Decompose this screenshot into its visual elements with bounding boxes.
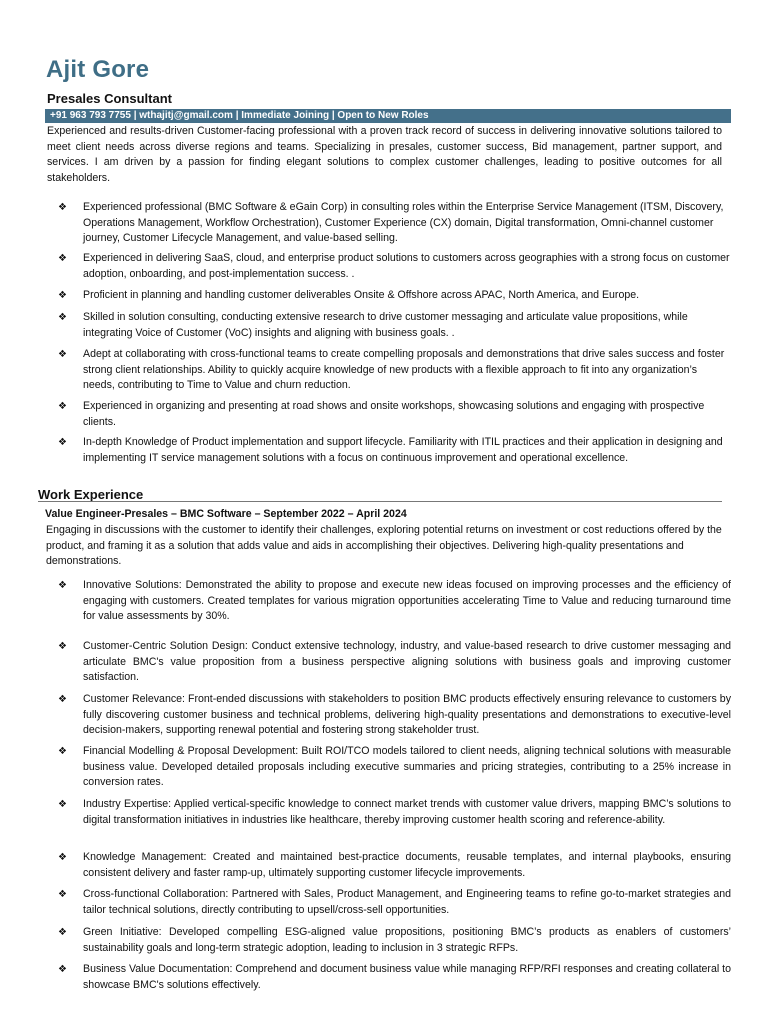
- diamond-bullet-icon: ❖: [58, 202, 67, 213]
- diamond-bullet-icon: ❖: [58, 290, 67, 301]
- section-divider: [38, 501, 722, 502]
- diamond-bullet-icon: ❖: [58, 349, 67, 360]
- highlight-text: In-depth Knowledge of Product implementation and support lifecycle. Familiarity with ITIL practices and their application in designing and implementing IT service management solutions with a focus on continuous improvement and operational excellence.: [83, 436, 723, 464]
- diamond-bullet-icon: ❖: [58, 927, 67, 938]
- achievement-text: Customer-Centric Solution Design: Conduct extensive technology, industry, and value-based research to drive customer messaging and articulate BMC's value proposition from a business perspective aligning solutions with business goals and improving customer satisfaction.: [83, 640, 731, 683]
- diamond-bullet-icon: ❖: [58, 312, 67, 323]
- achievement-text: Innovative Solutions: Demonstrated the ability to propose and execute new ideas focused on improving processes and the efficiency of engaging with customers. Created templates for various migration opportunities accelerating Time to Value and reducing turnaround time for value assessments by 30%.: [83, 579, 731, 622]
- job-title: Value Engineer-Presales – BMC Software – September 2022 – April 2024: [45, 508, 407, 520]
- diamond-bullet-icon: ❖: [58, 401, 67, 412]
- highlight-text: Experienced in delivering SaaS, cloud, and enterprise product solutions to customers across geographies with a strong focus on customer adoption, onboarding, and post-implementation success. .: [83, 252, 730, 280]
- diamond-bullet-icon: ❖: [58, 889, 67, 900]
- diamond-bullet-icon: ❖: [58, 437, 67, 448]
- work-experience-heading: Work Experience: [38, 487, 144, 502]
- achievement-text: Business Value Documentation: Comprehend and document business value while managing RFP/RFI responses and creating collateral to showcase BMC's solutions effectively.: [83, 963, 731, 991]
- candidate-name: Ajit Gore: [46, 56, 150, 83]
- achievement-text: Industry Expertise: Applied vertical-specific knowledge to connect market trends with customer value drivers, mapping BMC’s solutions to digital transformation initiatives in industries like healthcare, thereby improving customer health scoring and reference-ability.: [83, 798, 731, 826]
- diamond-bullet-icon: ❖: [58, 580, 67, 591]
- highlight-text: Adept at collaborating with cross-functional teams to create compelling proposals and demonstrations that drive sales success and foster strong client relationships. Ability to quickly acquire knowledge of new products with a flexible approach to fit into any organization’s needs, contributing to Time to Value and churn reduction.: [83, 348, 725, 391]
- achievement-text: Knowledge Management: Created and maintained best-practice documents, reusable templates, and internal playbooks, ensuring consistent delivery and faster ramp-up, ultimately supporting customer lifecycle improvements.: [83, 851, 731, 879]
- job-description: Engaging in discussions with the customer to identify their challenges, exploring potential returns on investment or cost reductions offered by the product, and framing it as a solution that adds value and aids in accomplishing their objectives. Delivering high-quality presentations and demonstrations.: [46, 524, 722, 567]
- achievement-text: Financial Modelling & Proposal Development: Built ROI/TCO models tailored to client needs, aligning technical solutions with measurable business value. Developed detailed proposals including executive summaries and pricing strategies, contributing to a 25% increase in conversion rates.: [83, 745, 731, 788]
- achievement-text: Green Initiative: Developed compelling ESG-aligned value propositions, positioning BMC’s products as enablers of customers’ sustainability goals and long-term strategic adoption, leading to inclusion in 3 strategic RFPs.: [83, 926, 731, 954]
- diamond-bullet-icon: ❖: [58, 253, 67, 264]
- profile-summary: Experienced and results-driven Customer-facing professional with a proven track record of success in delivering innovative solutions tailored to meet client needs across diverse regions and teams. Specializing in presales, customer success, Bid management, partner support, and services. I am driven by a passion for finding elegant solutions to complex customer challenges, leading to positive outcomes for all stakeholders.: [47, 125, 722, 184]
- diamond-bullet-icon: ❖: [58, 694, 67, 705]
- diamond-bullet-icon: ❖: [58, 852, 67, 863]
- diamond-bullet-icon: ❖: [58, 641, 67, 652]
- diamond-bullet-icon: ❖: [58, 799, 67, 810]
- highlight-text: Skilled in solution consulting, conducting extensive research to drive customer messaging and articulate value propositions, while integrating Voice of Customer (VoC) insights and aligning with business goals. .: [83, 311, 688, 339]
- achievement-text: Cross-functional Collaboration: Partnered with Sales, Product Management, and Engineering teams to refine go-to-market strategies and tailor technical solutions, directly contributing to upsell/cross-sell opportunities.: [83, 888, 731, 916]
- diamond-bullet-icon: ❖: [58, 964, 67, 975]
- highlight-text: Proficient in planning and handling customer deliverables Onsite & Offshore across APAC, North America, and Europe.: [83, 289, 640, 301]
- contact-bar: +91 963 793 7755 | wthajitj@gmail.com | Immediate Joining | Open to New Roles: [45, 109, 731, 123]
- highlight-text: Experienced professional (BMC Software & eGain Corp) in consulting roles within the Enterprise Service Management (ITSM, Discovery, Operations Management, Workflow Orchestration), Customer Experience (CX) domain, Digital transformation, Omni-channel customer journey, Customer Lifecycle Management, and value-based selling.: [83, 201, 724, 244]
- highlight-text: Experienced in organizing and presenting at road shows and onsite workshops, showcasing solutions and engaging with prospective clients.: [83, 400, 705, 428]
- achievement-text: Customer Relevance: Front-ended discussions with stakeholders to position BMC products effectively ensuring relevance to customers by fully discovering customer business and technical problems, delivering high-quality presentations and demonstrations to executive-level decision-makers, supporting renewal potential and fostering strong stakeholder trust.: [83, 693, 731, 736]
- diamond-bullet-icon: ❖: [58, 746, 67, 757]
- candidate-role: Presales Consultant: [47, 91, 172, 106]
